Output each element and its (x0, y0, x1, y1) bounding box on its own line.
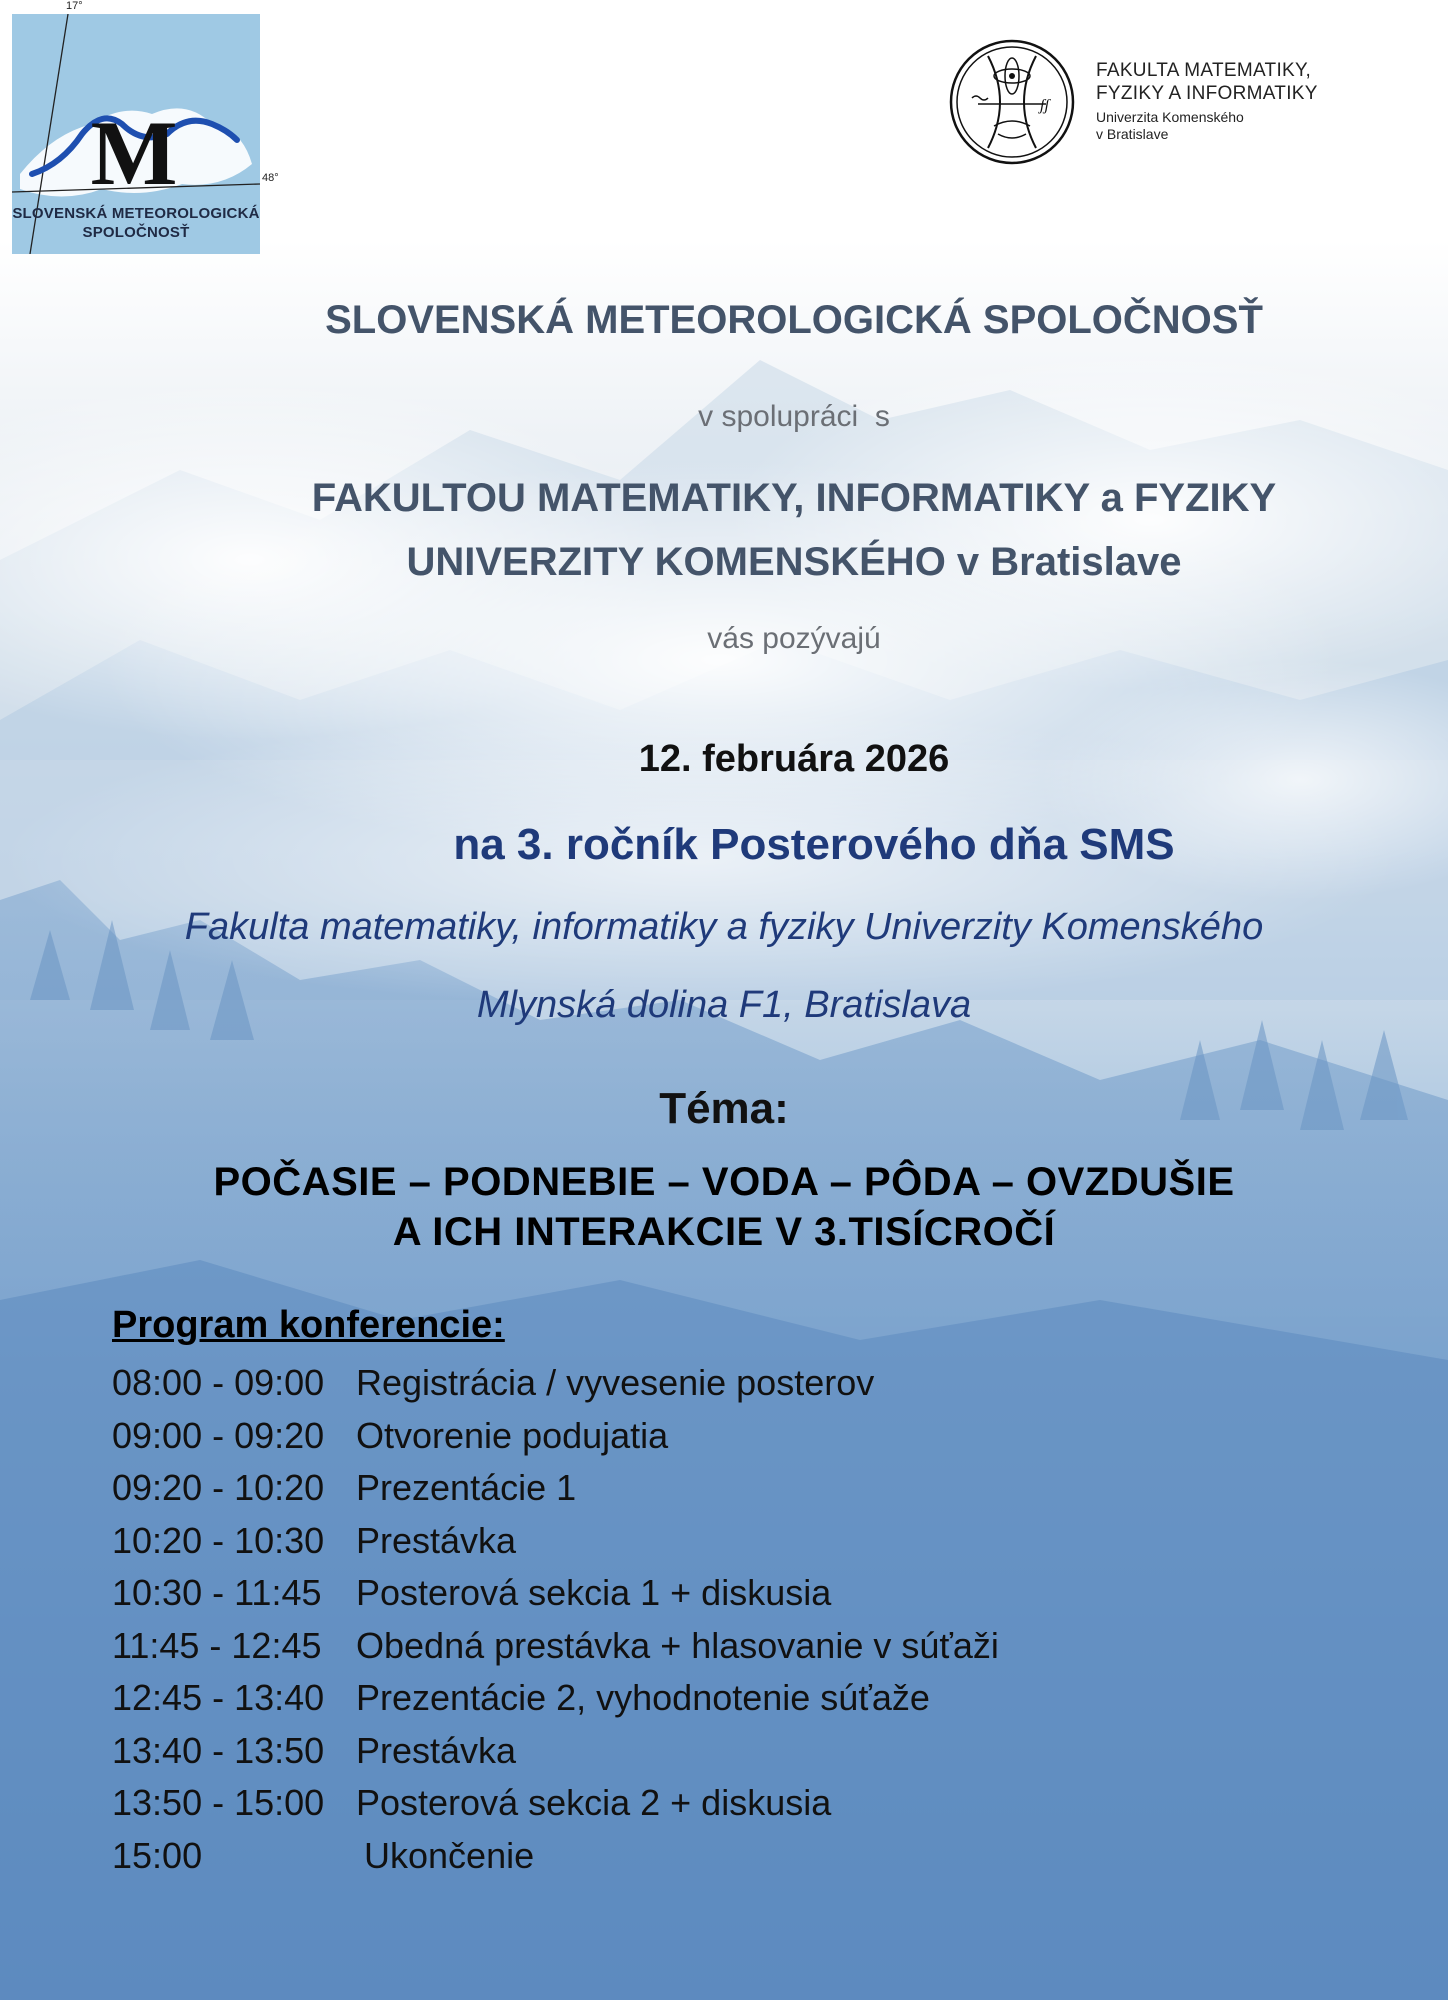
program-activity: Prestávka (356, 1729, 517, 1771)
program-activity: Ukončenie (364, 1834, 535, 1876)
event-date: 12. februára 2026 (638, 738, 950, 780)
sms-logo-caption-line1: SLOVENSKÁ METEOROLOGICKÁ (12, 205, 260, 222)
venue-line1: Fakulta matematiky, informatiky a fyziky Univerzity Komenského (184, 906, 1264, 948)
theme-line1: POČASIE – PODNEBIE – VODA – PÔDA – OVZDUŠIE (213, 1160, 1235, 1204)
program-time: 12:45 - 13:40 (112, 1677, 325, 1718)
fmfi-emblem-icon (948, 38, 1076, 166)
organizer-title: SLOVENSKÁ METEOROLOGICKÁ SPOLOČNOSŤ (325, 298, 1263, 342)
faculty-line1: FAKULTOU MATEMATIKY, INFORMATIKY a FYZIKY (311, 476, 1277, 520)
program-time: 08:00 - 09:00 (112, 1362, 325, 1403)
venue-line2: Mlynská dolina F1, Bratislava (476, 984, 972, 1026)
invite-text: vás pozývajú (707, 622, 881, 655)
program-activity: Posterová sekcia 2 + diskusia (356, 1782, 832, 1823)
program-activity: Otvorenie podujatia (356, 1414, 669, 1456)
program-time: 09:20 - 10:20 (112, 1467, 325, 1508)
program-title: Program konferencie: (112, 1304, 505, 1346)
svg-text:M: M (90, 102, 178, 204)
program-activity: Posterová sekcia 1 + diskusia (356, 1572, 832, 1613)
theme-label: Téma: (659, 1084, 789, 1133)
program-time: 09:00 - 09:20 (112, 1414, 325, 1456)
program-activity: Obedná prestávka + hlasovanie v súťaži (356, 1624, 999, 1666)
longitude-label: 17° (66, 0, 83, 12)
program-activity: Prezentácie 1 (356, 1467, 577, 1508)
program-time: 10:30 - 11:45 (112, 1572, 322, 1613)
program-time: 15:00 (112, 1834, 203, 1876)
program-time: 11:45 - 12:45 (112, 1624, 322, 1666)
program-time: 13:50 - 15:00 (112, 1782, 325, 1823)
collaboration-text: v spolupráci s (698, 400, 890, 433)
sms-logo (12, 14, 260, 254)
fmfi-logo-line3: Univerzita Komenského (1096, 109, 1244, 125)
program-activity: Prezentácie 2, vyhodnotenie súťaže (356, 1677, 930, 1718)
program-time: 10:20 - 10:30 (112, 1519, 325, 1561)
fmfi-logo-line4: v Bratislave (1096, 126, 1169, 142)
event-title: na 3. ročník Posterového dňa SMS (453, 820, 1175, 869)
program-activity: Prestávka (356, 1519, 517, 1561)
faculty-line2: UNIVERZITY KOMENSKÉHO v Bratislave (406, 540, 1182, 584)
fmfi-logo (948, 38, 1348, 168)
latitude-label: 48° (262, 172, 279, 184)
fmfi-logo-line2: FYZIKY A INFORMATIKY (1096, 83, 1318, 104)
svg-text:ʃʃ: ʃʃ (1040, 97, 1050, 114)
sms-logo-caption-line2: SPOLOČNOSŤ (82, 224, 190, 241)
theme-line2: A ICH INTERAKCIE V 3.TISÍCROČÍ (392, 1210, 1056, 1254)
fmfi-logo-line1: FAKULTA MATEMATIKY, (1096, 60, 1312, 81)
program-activity: Registrácia / vyvesenie posterov (356, 1362, 875, 1403)
program-time: 13:40 - 13:50 (112, 1729, 325, 1771)
